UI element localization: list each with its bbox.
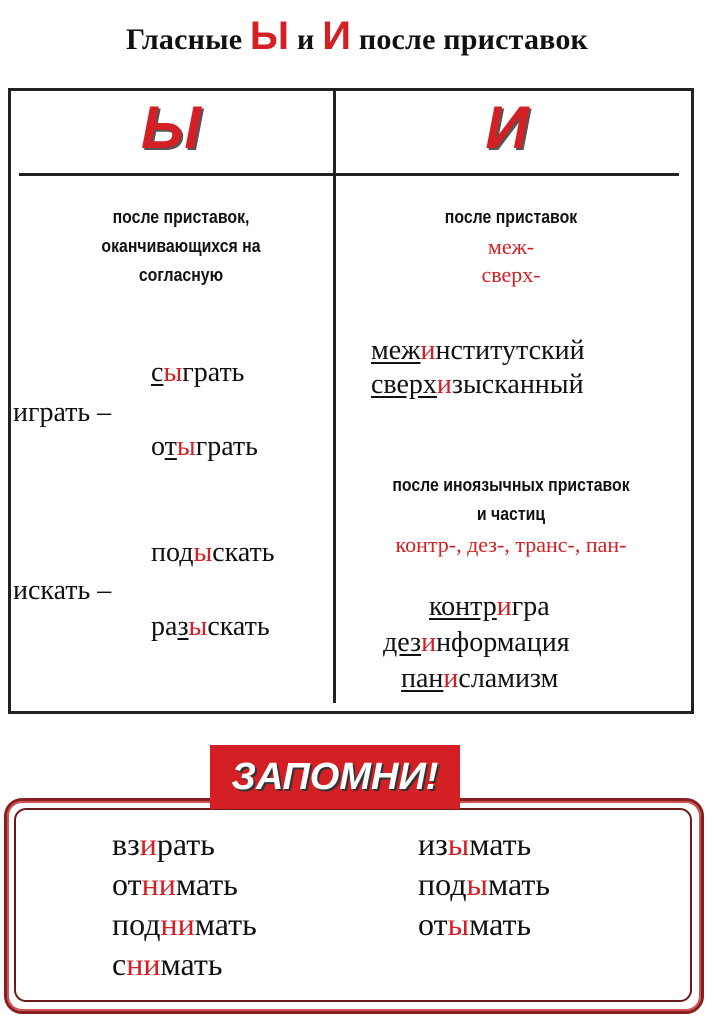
example-word: сверхизысканный: [371, 369, 584, 400]
condition-line: оканчивающихся на: [101, 236, 261, 256]
remember-word: изымать: [418, 826, 532, 862]
right-condition-2: [361, 471, 660, 529]
prefix: сверх-: [481, 262, 541, 287]
example-word: сыграть: [151, 357, 245, 388]
condition-line: после иноязычных приставок: [392, 475, 630, 495]
condition-line: согласную: [138, 265, 224, 285]
remember-word: отнимать: [112, 866, 238, 902]
remember-word: отымать: [418, 906, 532, 942]
remember-stamp: ЗАПОМНИ!: [210, 745, 460, 809]
title-letter-y: Ы: [249, 14, 290, 58]
condition-line: и частиц: [476, 504, 546, 524]
right-condition-1: после приставок: [444, 207, 578, 227]
prefix-list: [351, 233, 671, 289]
column-header-y: Ы: [141, 94, 201, 161]
example-word: панисламизм: [401, 663, 559, 694]
header-divider: [19, 173, 679, 176]
page-title: [0, 14, 714, 59]
example-word: подыскать: [151, 537, 275, 568]
left-condition: [40, 203, 322, 290]
column-divider: [333, 91, 336, 703]
title-text: и: [289, 23, 323, 56]
remember-word: снимать: [112, 946, 223, 982]
condition-line: после приставок,: [112, 207, 250, 227]
remember-word: взирать: [112, 826, 215, 862]
example-word: контригра: [429, 591, 550, 622]
title-text: после приставок: [351, 23, 589, 56]
example-word: межинститутский: [371, 335, 585, 366]
example-word: дезинформация: [383, 627, 570, 658]
prefix: меж-: [487, 234, 535, 259]
title-text: Гласные: [125, 23, 250, 56]
column-header-i: И: [485, 94, 529, 161]
base-word: искать –: [13, 575, 112, 606]
title-letter-i: И: [322, 14, 352, 58]
example-word: отыграть: [151, 431, 258, 462]
remember-word: подымать: [418, 866, 550, 902]
base-word: играть –: [13, 397, 112, 428]
prefix-list: контр-, дез-, транс-, пан-: [395, 532, 627, 557]
rules-table: [8, 88, 694, 714]
example-word: разыскать: [151, 611, 270, 642]
remember-word: поднимать: [112, 906, 257, 942]
